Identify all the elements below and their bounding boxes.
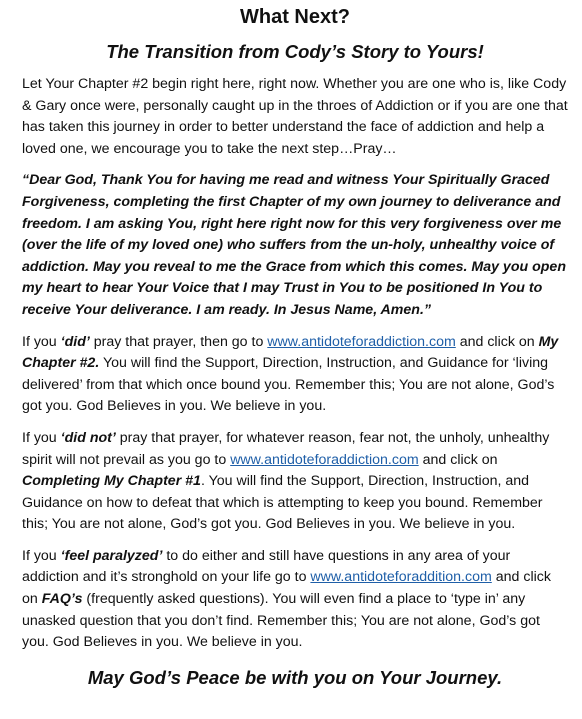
website-link[interactable]: www.antidoteforaddiction.com [230,451,419,468]
intro-paragraph: Let Your Chapter #2 begin right here, right now. Whether you are one who is, like Cody & Gary once were, personally caught up in the throes of Addiction or if you are one that has taken this journey in order to better understand the face of addiction and help a loved one, we encourage you to take the next step…Pray… [22,76,568,157]
paragraph-text: If you [22,429,61,446]
emphasis-my-chapter-2: My Chapter #2. [22,333,559,372]
website-link[interactable]: www.antidoteforaddiction.com [267,333,456,350]
emphasis-faqs: FAQ’s [41,591,83,608]
paragraph-text: pray that prayer, then go to [89,333,268,350]
paragraph-text: You will find the Support, Direction, Instruction, and Guidance for ‘living delivered’ from that which once bound you. Remember this; You are not alone, God’s got you. God Believes in you. We believe in you. [22,355,555,415]
page-title: What Next? [240,6,350,28]
paragraph-text: If you [22,547,61,564]
paragraph-text: and click on [455,333,539,350]
paralyzed-paragraph [22,546,568,654]
paragraph-text: and click on [22,569,551,608]
paragraph-text: to do either and still have questions in any area of your addiction and it’s stronghold on your life go to [22,547,511,586]
page-subtitle: The Transition from Cody’s Story to Yours! [106,41,484,62]
paragraph-text: . You will find the Support, Direction, Instruction, and Guidance on how to defeat that which is attempting to keep you bound. Remember this; You are not alone, God’s got you. God Believes in you. We believe in you. [22,473,543,533]
emphasis-did-not: ‘did not’ [60,429,116,446]
paragraph-text: pray that prayer, for whatever reason, fear not, the unholy, unhealthy spirit will not prevail as you go to [22,429,550,468]
paragraph-text: If you [22,333,61,350]
prayer-paragraph: “Dear God, Thank You for having me read and witness Your Spiritually Graced Forgiveness, completing the first Chapter of my own journey to deliverance and freedom. I am asking You, right here right now for this very forgiveness over me (over the life of my loved one) who suffers from the un-holy, unhealthy voice of addiction. May you reveal to me the Grace from which this comes. May you open my heart to hear Your Voice that I may Trust in You to be positioned In You to receive Your deliverance. I am ready. In Jesus Name, Amen.” [22,172,566,318]
emphasis-completing-chapter-1: Completing My Chapter #1 [22,473,201,490]
emphasis-did: ‘did’ [60,333,90,350]
emphasis-feel-paralyzed: ‘feel paralyzed’ [60,547,163,564]
paragraph-text: and click on [418,451,498,468]
website-link[interactable]: www.antidoteforaddition.com [310,569,492,586]
paragraph-text: (frequently asked questions). You will even find a place to ‘type in’ any unasked question that you don’t find. Remember this; You are not alone, God’s got you. God Believes in you. We believe in you. [22,591,540,651]
closing-blessing: May God’s Peace be with you on Your Journey. [87,666,503,688]
did-not-pray-paragraph [22,428,568,536]
did-pray-paragraph [22,332,568,418]
